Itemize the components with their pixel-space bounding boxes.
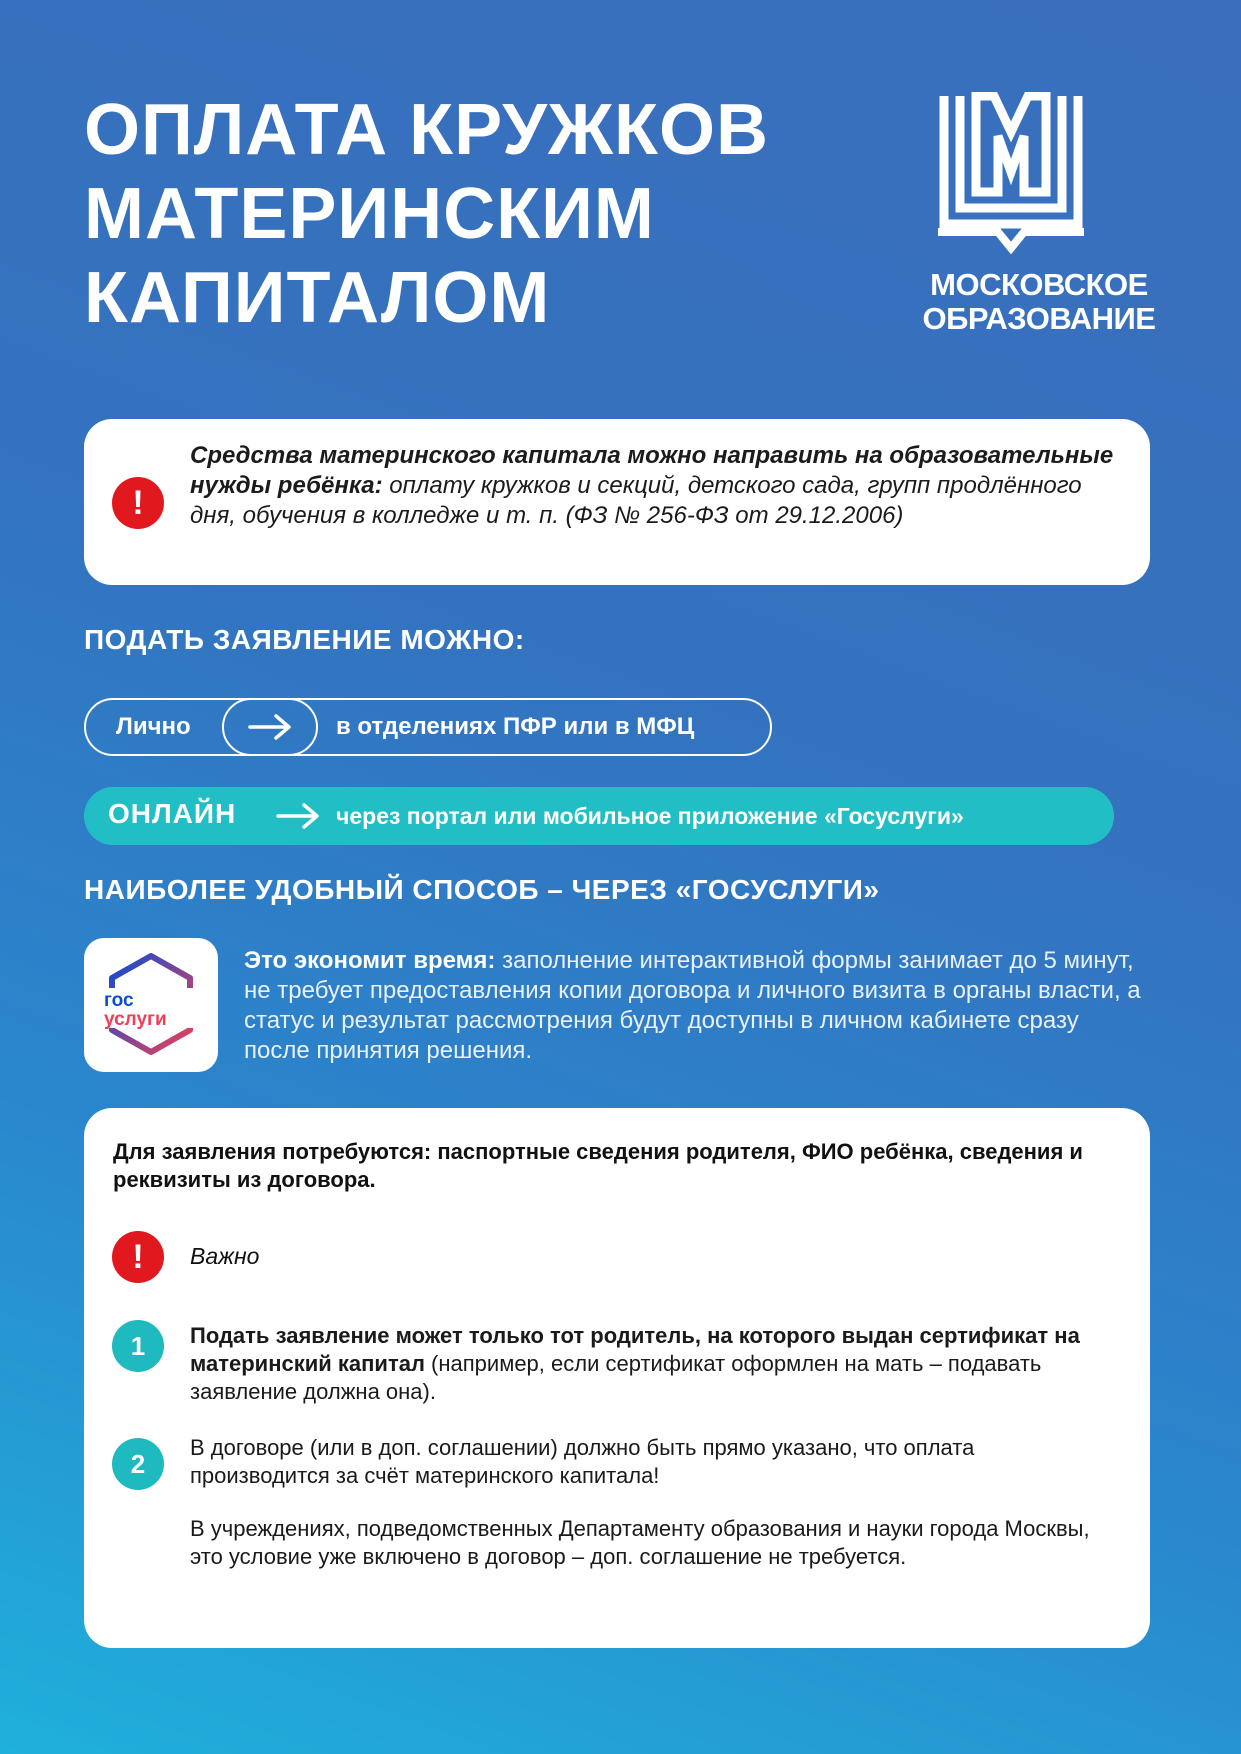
online-label: ОНЛАЙН	[108, 798, 237, 829]
step-1-badge: 1	[112, 1320, 164, 1372]
logo-line-2: ОБРАЗОВАНИЕ	[922, 301, 1156, 336]
logo-text	[918, 268, 1160, 336]
step-2-note: В учреждениях, подведомственных Департаменту образования и науки города Москвы, это условие уже включено в договор – доп. соглашение не требуется.	[190, 1516, 1090, 1569]
logo-line-1: МОСКОВСКОЕ	[930, 267, 1148, 302]
notice-bold: Средства материнского капитала можно направить на образовательные нужды ребёнка:	[190, 442, 1114, 499]
step-1-body: (например, если сертификат оформлен на мать – подавать заявление должна она).	[190, 1351, 1042, 1404]
in-person-text: в отделениях ПФР или в МФЦ	[336, 713, 695, 740]
gosuslugi-logo-icon	[98, 950, 204, 1060]
gosuslugi-text	[244, 946, 1144, 1066]
notice-body: оплату кружков и секций, детского сада, групп продлённого дня, обучения в колледже и т. п. (ФЗ № 256-ФЗ от 29.12.2006)	[190, 472, 1082, 529]
title-line-3: КАПИТАЛОМ	[84, 258, 551, 338]
gosuslugi-logo-line-1: гос	[104, 990, 134, 1011]
step-1-bold: Подать заявление может только тот родитель, на которого выдан сертификат на материнский капитал	[190, 1323, 1080, 1376]
notice-text	[190, 441, 1120, 531]
gosuslugi-body: заполнение интерактивной формы занимает до 5 минут, не требует предоставления копии договора и личного визита в органы власти, а статус и результат рассмотрения будут доступны в личном кабинете сразу после принятия решения.	[244, 947, 1141, 1064]
submit-heading: ПОДАТЬ ЗАЯВЛЕНИЕ МОЖНО:	[84, 624, 525, 655]
title-line-2: МАТЕРИНСКИМ	[84, 174, 655, 254]
important-label: Важно	[190, 1243, 260, 1269]
gosuslugi-logo-line-2: услуги	[104, 1009, 167, 1030]
step-2-text: В договоре (или в доп. соглашении) должно быть прямо указано, что оплата производится за счёт материнского капитала!	[190, 1435, 975, 1488]
title-line-1: ОПЛАТА КРУЖКОВ	[84, 90, 769, 170]
exclamation-icon: !	[112, 1231, 164, 1283]
exclamation-icon: !	[112, 477, 164, 529]
arrow-right-icon	[248, 714, 292, 740]
step-2-badge: 2	[112, 1438, 164, 1490]
online-text: через портал или мобильное приложение «Госуслуги»	[336, 803, 964, 829]
arrow-right-icon	[276, 803, 320, 829]
requirements-intro: Для заявления потребуются: паспортные сведения родителя, ФИО ребёнка, сведения и реквизиты из договора.	[113, 1139, 1083, 1192]
page-title	[84, 88, 884, 340]
gosuslugi-bold: Это экономит время:	[244, 947, 496, 974]
in-person-label: Лично	[116, 713, 191, 740]
step-1-text	[190, 1322, 1090, 1406]
best-method-heading: НАИБОЛЕЕ УДОБНЫЙ СПОСОБ – ЧЕРЕЗ «ГОСУСЛУГИ»	[84, 874, 880, 905]
